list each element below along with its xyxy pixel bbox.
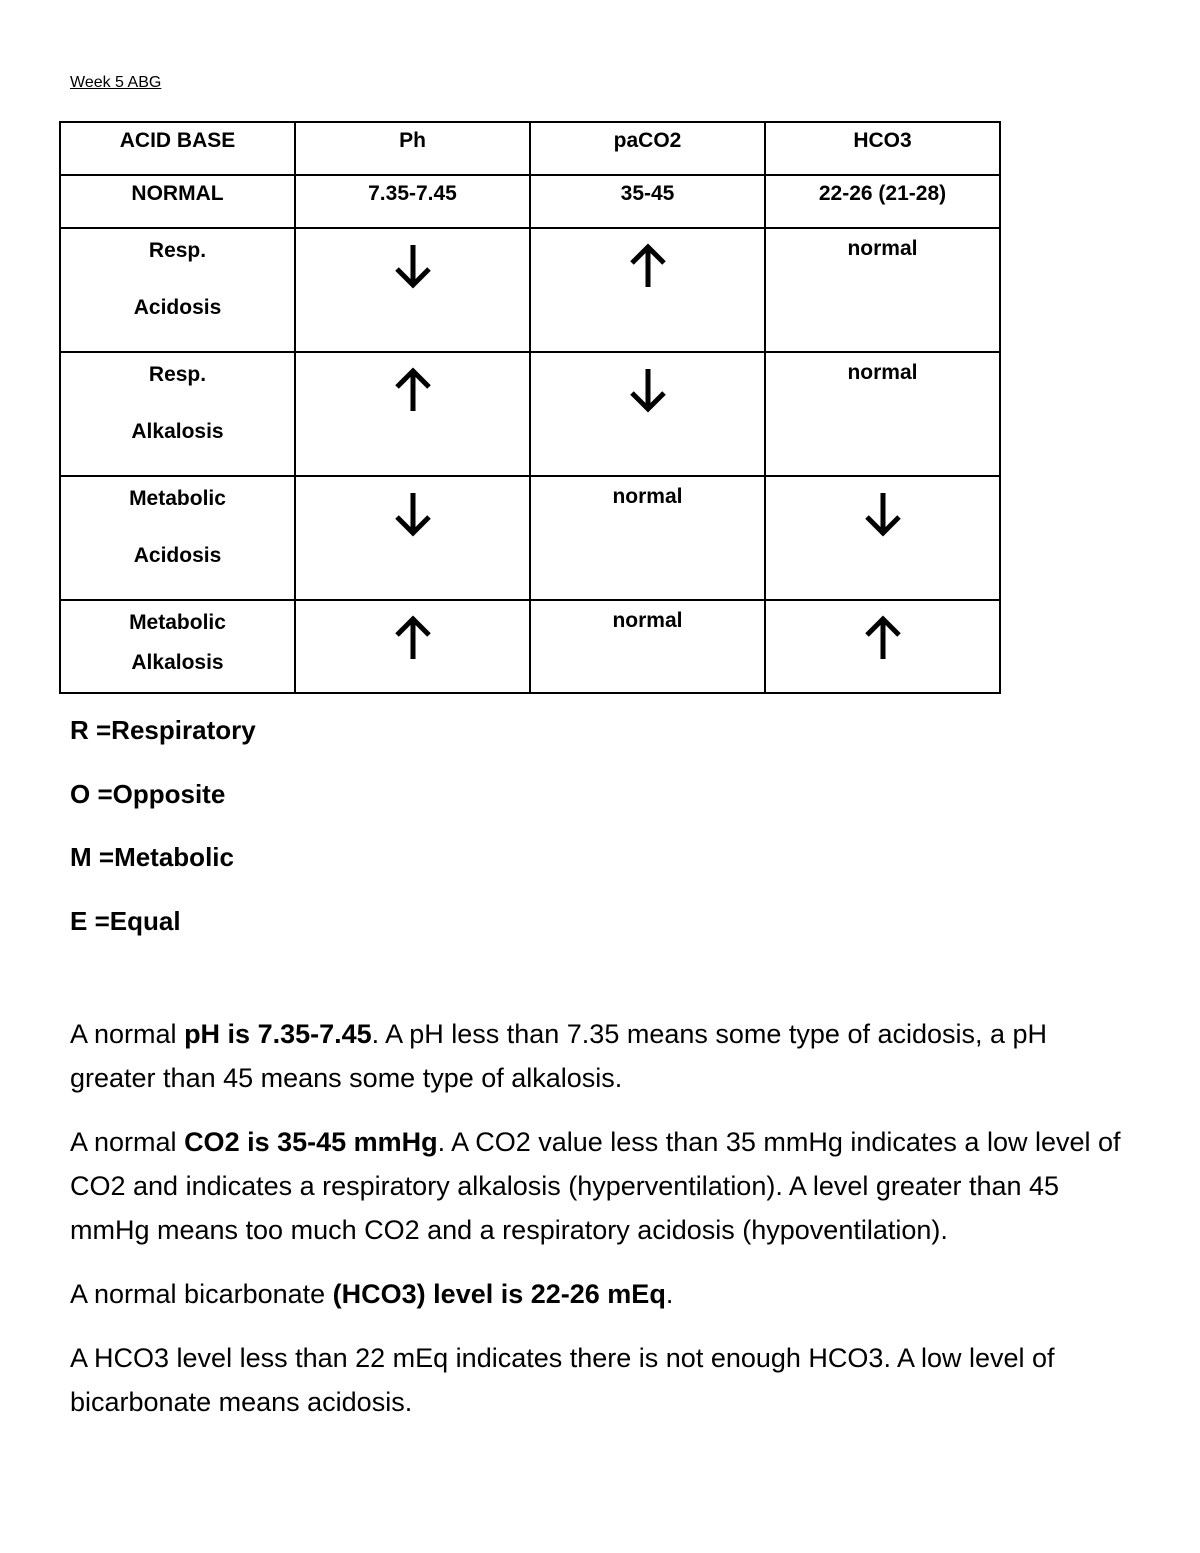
hco3-cell (765, 476, 1000, 600)
ph-paragraph (70, 1012, 1140, 1100)
table-row-normal (60, 175, 1000, 228)
table-row (60, 600, 1000, 693)
header-cell: paCO2 (530, 122, 765, 175)
row-label (60, 352, 295, 476)
normal-text: normal (612, 485, 683, 508)
row-label (60, 476, 295, 600)
rome-legend (70, 712, 256, 966)
bold-run: (HCO3) level is 22-26 mEq (332, 1279, 666, 1309)
row-label: NORMAL (60, 175, 295, 228)
ph-cell (295, 600, 530, 693)
row-label-line2: Alkalosis (131, 420, 224, 443)
text-run: . A pH less than 7.35 means some type of acidosis, a pH greater than 45 means some type of alkalosis. (70, 1019, 1048, 1093)
arrow-up-icon (863, 615, 903, 661)
row-label (60, 600, 295, 693)
legend-item: R =Respiratory (70, 715, 256, 745)
header-cell: HCO3 (765, 122, 1000, 175)
bold-run: CO2 is 35-45 mmHg (184, 1127, 438, 1157)
arrow-up-icon (628, 243, 668, 289)
text-run: A normal (70, 1019, 185, 1049)
header-cell: ACID BASE (60, 122, 295, 175)
table-row (60, 228, 1000, 352)
ph-cell (295, 352, 530, 476)
row-label-line1: Resp. (148, 363, 207, 386)
hco3-cell (765, 600, 1000, 693)
row-label-line1: Resp. (148, 239, 207, 262)
header-cell: Ph (295, 122, 530, 175)
paco2-cell (530, 228, 765, 352)
arrow-down-icon (393, 243, 433, 289)
hco3-value: 22-26 (21-28) (765, 175, 1000, 228)
ph-cell (295, 228, 530, 352)
text-run: A normal bicarbonate (70, 1279, 333, 1309)
normal-text: normal (612, 609, 683, 632)
legend-item: O =Opposite (70, 778, 226, 809)
legend-item: E =Equal (70, 905, 181, 936)
normal-text: normal (847, 237, 918, 260)
ph-value: 7.35-7.45 (295, 175, 530, 228)
bold-run: pH is 7.35-7.45 (184, 1019, 372, 1049)
arrow-down-icon (863, 491, 903, 537)
text-run: . (665, 1279, 674, 1309)
hco3-low-paragraph: A HCO3 level less than 22 mEq indicates there is not enough HCO3. A low level of bicarbonate means acidosis. (70, 1343, 1055, 1417)
arrow-down-icon (393, 491, 433, 537)
paco2-value: 35-45 (530, 175, 765, 228)
normal-text: normal (847, 361, 918, 384)
table-header-row (60, 122, 1000, 175)
legend-item: M =Metabolic (70, 842, 234, 872)
hco3-cell (765, 352, 1000, 476)
text-run: . A CO2 value less than 35 mmHg indicates a low level of CO2 and indicates a respiratory alkalosis (hyperventilation). A level greater than 45 mmHg means too much CO2 and a respiratory acidosis (hypoventilation). (70, 1127, 1121, 1245)
acid-base-table (59, 121, 1001, 694)
row-label (60, 228, 295, 352)
row-label-line2: Acidosis (133, 544, 222, 567)
row-label-line1: Metabolic (129, 487, 226, 510)
row-label-line2: Alkalosis (131, 651, 224, 674)
co2-paragraph (70, 1120, 1140, 1252)
hco3-cell (765, 228, 1000, 352)
ph-cell (295, 476, 530, 600)
text-run: A normal (70, 1127, 185, 1157)
row-label-line1: Metabolic (129, 611, 226, 634)
hco3-paragraph (70, 1272, 1140, 1316)
paco2-cell (530, 352, 765, 476)
arrow-up-icon (393, 615, 433, 661)
paco2-cell (530, 476, 765, 600)
table-row (60, 352, 1000, 476)
arrow-down-icon (628, 367, 668, 413)
page-title: Week 5 ABG (70, 74, 162, 91)
row-label-line2: Acidosis (133, 296, 222, 319)
arrow-up-icon (393, 367, 433, 413)
table-row (60, 476, 1000, 600)
paco2-cell (530, 600, 765, 693)
